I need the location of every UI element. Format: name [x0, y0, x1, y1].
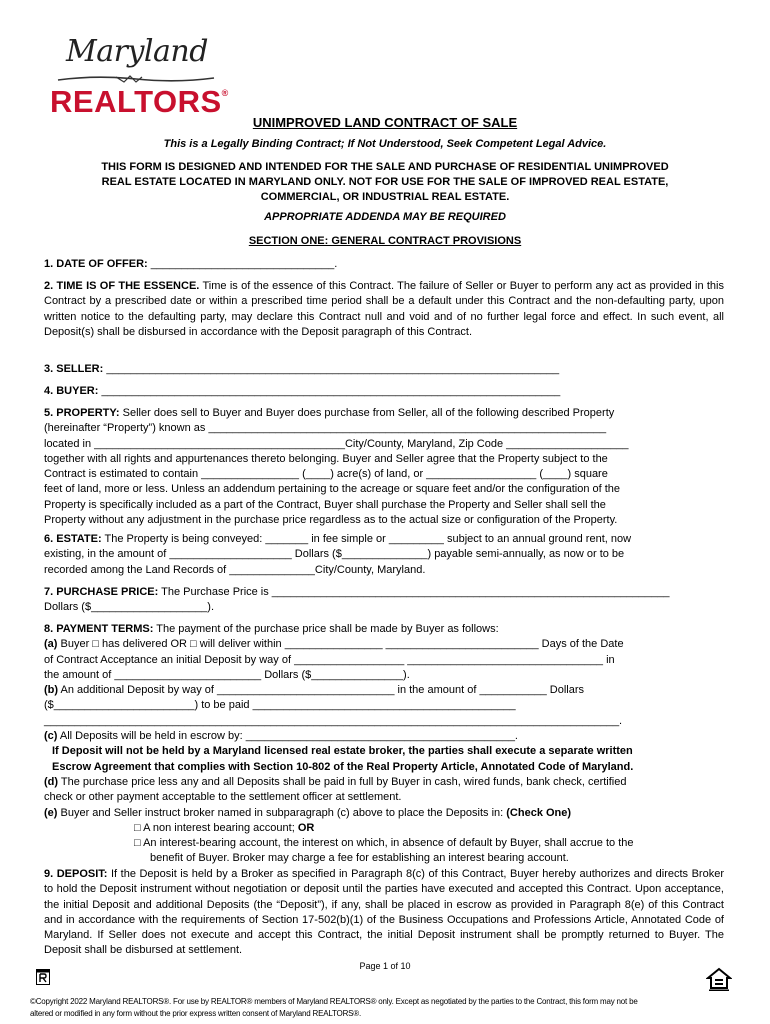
clause-seller: 3. SELLER: __________________________________________________________________________ — [44, 363, 560, 375]
interest-checkbox[interactable]: □ An interest-bearing account, the interest on which, in absence of default by Buyer, shall accrue to the — [134, 837, 634, 850]
clause-buyer: 4. BUYER: ___________________________________________________________________________ — [44, 385, 561, 397]
design-notice: THIS FORM IS DESIGNED AND INTENDED FOR THE SALE AND PURCHASE OF RESIDENTIAL UNIMPROVED REAL ESTATE LOCATED IN MARYLAND ONLY. NOT FOR USE FOR THE SALE OF IMPROVED REAL ESTATE, COMMERCIAL, OR INDUSTRIAL REAL ESTATE. — [101, 161, 669, 203]
clause-date-of-offer: 1. DATE OF OFFER: ______________________________. — [44, 258, 338, 270]
addenda-notice: APPROPRIATE ADDENDA MAY BE REQUIRED — [264, 211, 506, 223]
copyright-notice: ©Copyright 2022 Maryland REALTORS®. For use by REALTOR® members of Maryland REALTORS® only. Except as negotiated by the parties to the Contract, this form may not be altered or modified in any form without the prior express written consent of Maryland REALTORS®. — [30, 997, 638, 1018]
logo-script: Maryland — [66, 34, 208, 69]
page-number: Page 1 of 10 — [359, 961, 411, 971]
document-title: UNIMPROVED LAND CONTRACT OF SALE — [252, 115, 518, 130]
realtor-r-icon — [36, 969, 50, 985]
clause-purchase-price: 7. PURCHASE PRICE: The Purchase Price is _________________________________________________________________ Dollars ($___________________). — [44, 586, 670, 614]
clause-deposit: 9. DEPOSIT: If the Deposit is held by a Broker as specified in Paragraph 8(c) of this Contract, Buyer hereby authorizes and directs Broker to hold the Deposit instrument without negotiation or deposit until the parties have executed and accepted this Contract. Upon acceptance, the initial Deposit and additional Deposits (the “Deposit”), if any, shall be placed in escrow as provided in Paragraph 8(e) of this Contract and in accordance with the requirements of Section 17-502(b)(1) of the Business Occupations and Professions Article, Annotated Code of Maryland. If Seller does not execute and accept this Contract, the initial Deposit instrument shall be promptly returned to Buyer. The Deposit shall be disbursed at settlement. — [44, 868, 724, 957]
clause-payment-terms: 8. PAYMENT TERMS: The payment of the purchase price shall be made by Buyer as follows: (a) Buyer □ has delivered OR □ will deliver within ________________ _________________________ Days of the Date of Contract Acceptance an initial Deposit by way of __________________ ________________________________ in the amount of ________________________ Dollars ($_______________). (b) An additional Deposit by way of _____________________________ in the amount of ___________ Dollars ($_______________________) to be paid ___________________________________________ ______________________________________________________________________________________________. (c) All Deposits will be held in escrow by: ____________________________________________. If Deposit will not be held by a Maryland licensed real estate broker, the parties shall execute a separate written Escrow Agreement that complies with Section 10-802 of the Real Property Article, Annotated Code of Maryland. (d) The purchase price less any and all Deposits shall be paid in full by Buyer in cash, wired funds, bank check, certified check or other payment acceptable to the settlement officer at settlement. (e) Buyer and Seller instruct broker named in subparagraph (c) above to place the Deposits in: (Check One) □ A non interest bearing account; OR □ An interest-bearing account, the interest on which, in absence of default by Buyer, shall accrue to the benefit of Buyer. Broker may charge a fee for establishing an interest bearing account. — [44, 623, 634, 865]
clause-time-essence: 2. TIME IS OF THE ESSENCE. Time is of the essence of this Contract. The failure of Seller or Buyer to perform any act as provided in this Contract by a prescribed date or within a prescribed time period shall be a default under this Contract and the non-defaulting party, upon written notice to the defaulting party, may declare this Contract null and void and of no further legal force and effect. In such event, all Deposit(s) shall be disbursed in accordance with the Deposit paragraph of this Contract. — [44, 280, 724, 338]
logo-word: REALTORS® — [50, 84, 229, 119]
clause-property: 5. PROPERTY: Seller does sell to Buyer and Buyer does purchase from Seller, all of the following described Property (hereinafter “Property”) known as _________________________________________________________________ located in _________________________________________City/County, Maryland, Zip Code ____________________ together with all rights and appurtenances thereto belonging. Buyer and Seller agree that the Property subject to the Contract is estimated to contain ________________ (____) acre(s) of land, or __________________ (____) square feet of land, more or less. Unless an addendum pertaining to the acreage or square feet and/or the configuration of the Property is specifically included as a part of the Contract, Buyer shall purchase the Property and Seller shall sell the Property without any adjustment in the purchase price regardless as to the actual size or configuration of the Property. — [44, 407, 629, 527]
equal-housing-icon — [706, 966, 732, 992]
maryland-realtors-logo — [50, 34, 229, 120]
clause-estate: 6. ESTATE: The Property is being conveyed: _______ in fee simple or _________ subject to an annual ground rent, now existing, in the amount of ____________________ Dollars ($______________) payable semi-annually, as now or to be recorded among the Land Records of ______________City/County, Maryland. — [44, 533, 632, 576]
logo-swoosh-icon — [56, 74, 216, 84]
document-subtitle: This is a Legally Binding Contract; If Not Understood, Seek Competent Legal Advice. — [163, 138, 607, 150]
non-interest-checkbox[interactable]: □ A non interest bearing account; — [134, 821, 298, 834]
section-heading: SECTION ONE: GENERAL CONTRACT PROVISIONS — [248, 235, 522, 247]
